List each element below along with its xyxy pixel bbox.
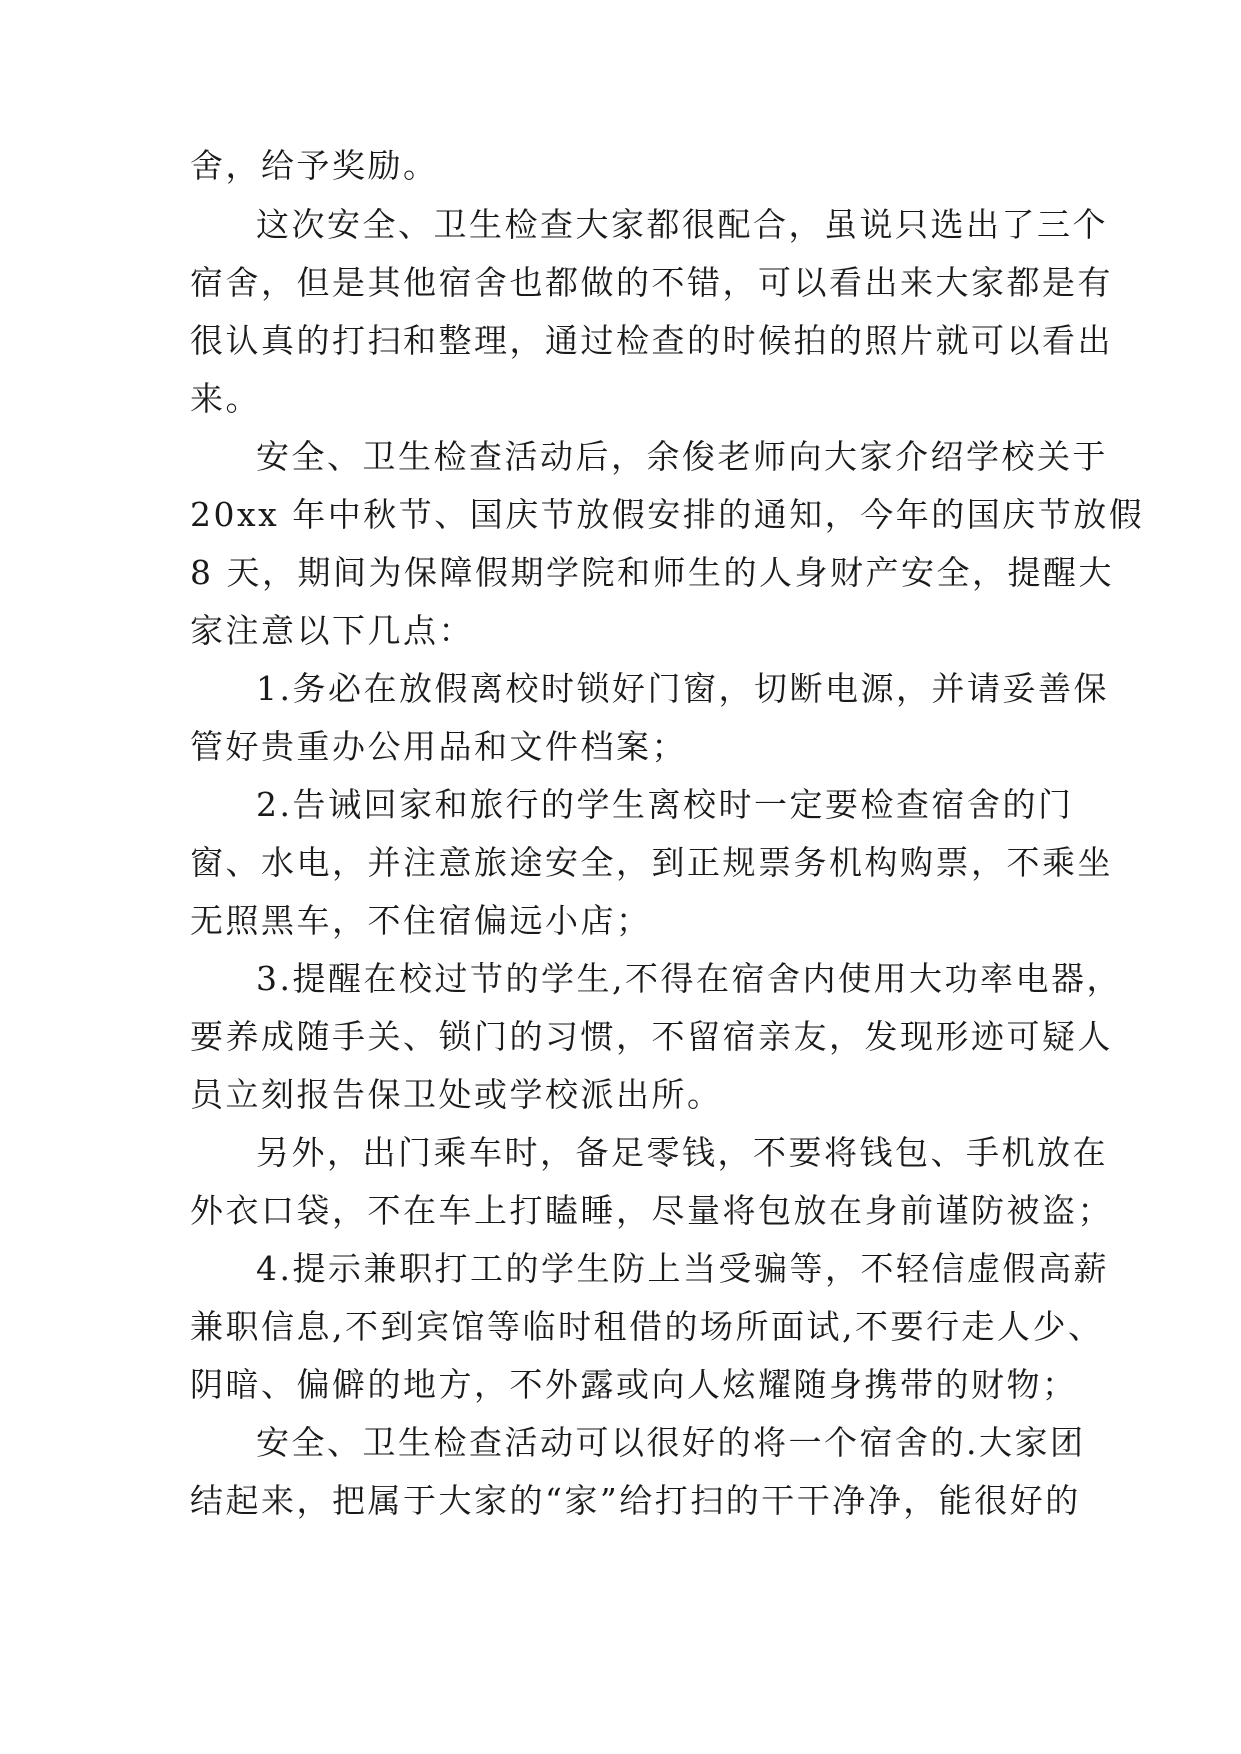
text-line: 员立刻报告保卫处或学校派出所。 bbox=[190, 1075, 723, 1114]
text-line: 管好贵重办公用品和文件档案； bbox=[190, 727, 687, 766]
text-line: 无照黑车，不住宿偏远小店； bbox=[190, 901, 652, 940]
list-item-1: 1.务必在放假离校时锁好门窗，切断电源，并请妥善保 bbox=[256, 669, 1109, 708]
paragraph-first-line: 另外，出门乘车时，备足零钱，不要将钱包、手机放在 bbox=[256, 1133, 1108, 1172]
text-line: 宿舍，但是其他宿舍也都做的不错，可以看出来大家都是有 bbox=[190, 263, 1113, 302]
text-line: 来。 bbox=[190, 379, 261, 418]
text-line: 20xx 年中秋节、国庆节放假安排的通知，今年的国庆节放假 bbox=[190, 495, 1145, 534]
text-line: 结起来，把属于大家的“家”给打扫的干干净净，能很好的 bbox=[190, 1481, 1081, 1520]
text-line: 8 天，期间为保障假期学院和师生的人身财产安全，提醒大 bbox=[190, 553, 1114, 592]
text-line: 阴暗、偏僻的地方，不外露或向人炫耀随身携带的财物； bbox=[190, 1365, 1078, 1404]
list-item-2: 2.告诫回家和旅行的学生离校时一定要检查宿舍的门 bbox=[256, 785, 1074, 824]
text-line: 窗、水电，并注意旅途安全，到正规票务机构购票，不乘坐 bbox=[190, 843, 1113, 882]
text-line: 家注意以下几点： bbox=[190, 611, 474, 650]
text-line: 舍，给予奖励。 bbox=[190, 146, 439, 185]
paragraph-first-line: 这次安全、卫生检查大家都很配合，虽说只选出了三个 bbox=[256, 205, 1108, 244]
text-line: 兼职信息,不到宾馆等临时租借的场所面试,不要行走人少、 bbox=[190, 1307, 1104, 1346]
paragraph-first-line: 安全、卫生检查活动可以很好的将一个宿舍的.大家团 bbox=[256, 1423, 1086, 1462]
text-line: 很认真的打扫和整理，通过检查的时候拍的照片就可以看出 bbox=[190, 321, 1113, 360]
list-item-4: 4.提示兼职打工的学生防上当受骗等，不轻信虚假高薪 bbox=[256, 1249, 1109, 1288]
paragraph-first-line: 安全、卫生检查活动后，余俊老师向大家介绍学校关于 bbox=[256, 437, 1108, 476]
list-item-3: 3.提醒在校过节的学生,不得在宿舍内使用大功率电器， bbox=[256, 959, 1122, 998]
text-line: 外衣口袋，不在车上打瞌睡，尽量将包放在身前谨防被盗； bbox=[190, 1191, 1113, 1230]
text-line: 要养成随手关、锁门的习惯，不留宿亲友，发现形迹可疑人 bbox=[190, 1017, 1113, 1056]
